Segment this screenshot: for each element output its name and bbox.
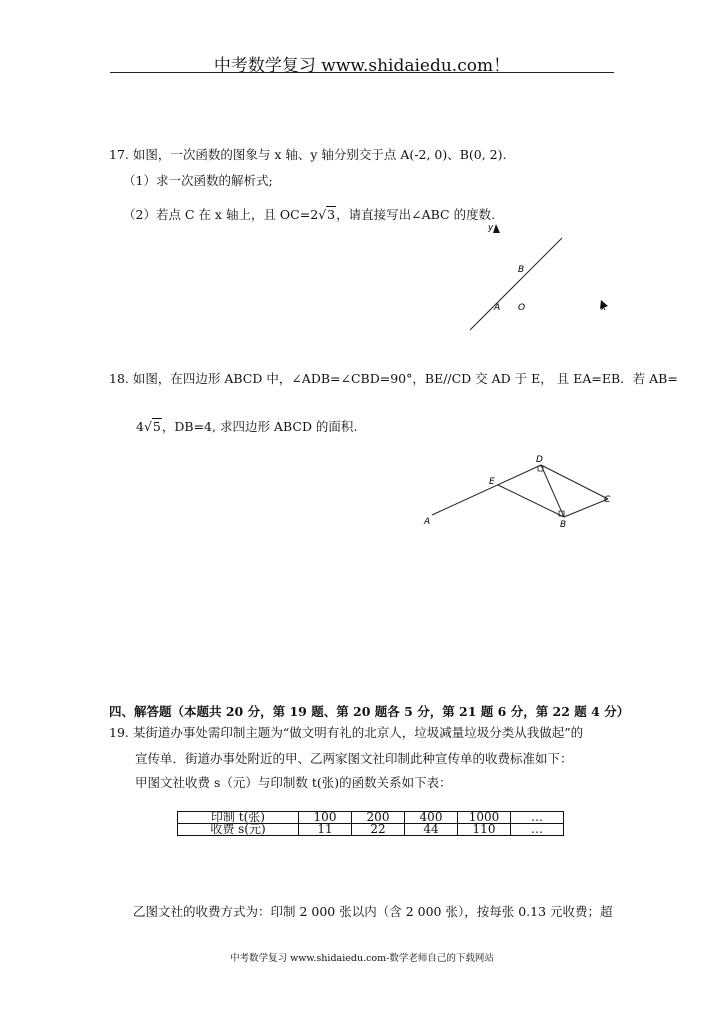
- table-cell: 22: [352, 824, 405, 836]
- q19-line1: 19. 某街道办事处需印制主题为“做文明有礼的北京人，垃圾减量垃圾分类从我做起”的: [109, 725, 584, 740]
- table-cell: …: [511, 812, 564, 824]
- q18-label-b: B: [560, 520, 567, 530]
- sqrt-symbol: √3: [318, 207, 336, 222]
- q17-label-a: A: [494, 303, 501, 313]
- q17-label-y: y: [488, 223, 494, 233]
- section4-heading: 四、解答题（本题共 20 分，第 19 题、第 20 题各 5 分，第 21 题 6 分，第 22 题 4 分）: [109, 704, 630, 719]
- q18-label-a: A: [424, 517, 431, 527]
- q17-part2-pre: （2）若点 C 在 x 轴上，且 OC=2: [123, 207, 319, 222]
- q18-line2-post: ，DB=4, 求四边形 ABCD 的面积.: [161, 419, 358, 434]
- sqrt-symbol: √5: [143, 419, 161, 434]
- segment-dc: [541, 465, 608, 499]
- q18-label-e: E: [489, 477, 495, 487]
- page-header-title: 中考数学复习 www.shidaiedu.com！: [213, 56, 511, 76]
- q19-line2: 宣传单．街道办事处附近的甲、乙两家图文社印制此种宣传单的收费标准如下：: [135, 751, 573, 766]
- q18-line2: [136, 419, 357, 435]
- q17-figure: [460, 218, 620, 338]
- table-row: [178, 824, 564, 836]
- q19-line3: 甲图文社收费 s（元）与印制数 t(张)的函数关系如下表：: [135, 775, 452, 790]
- table-cell: 44: [405, 824, 458, 836]
- table-row-label: 印制 t(张): [178, 812, 299, 824]
- segment-db: [541, 465, 564, 517]
- segment-eb: [498, 485, 564, 517]
- segment-ad: [432, 465, 541, 515]
- q17-part1: （1）求一次函数的解析式;: [123, 173, 273, 188]
- q19-line4: 乙图文社的收费方式为：印制 2 000 张以内（含 2 000 张），按每张 0.13 元收费；超: [133, 904, 613, 919]
- q17-function-line: [470, 238, 562, 330]
- table-cell: 200: [352, 812, 405, 824]
- table-cell: 400: [405, 812, 458, 824]
- q18-label-d: D: [536, 455, 543, 465]
- table-cell: 110: [458, 824, 511, 836]
- segment-cb: [564, 499, 608, 517]
- q18-text: 18. 如图，在四边形 ABCD 中，∠ADB=∠CBD=90°，BE//CD 交 AD 于 E， 且 EA=EB．若 AB=: [109, 371, 678, 386]
- q17-part2: [123, 207, 495, 223]
- q17-label-o: O: [518, 303, 526, 313]
- q18-label-c: C: [604, 495, 611, 505]
- q17-text: 17. 如图，一次函数的图象与 x 轴、y 轴分别交于点 A(-2, 0)、B(0, 2).: [109, 147, 507, 162]
- header-rule: [110, 72, 614, 73]
- q17-label-x: x: [601, 303, 607, 313]
- q18-radicand: 5: [152, 419, 161, 434]
- table-cell: 1000: [458, 812, 511, 824]
- q17-label-b: B: [518, 265, 525, 275]
- q17-part2-post: ，请直接写出∠ABC 的度数.: [336, 207, 496, 222]
- q18-figure: [418, 450, 618, 535]
- page-footer: 中考数学复习 www.shidaiedu.com-数学老师自己的下载网站: [230, 953, 494, 964]
- q18-coef: 4: [136, 419, 144, 434]
- table-cell: 100: [299, 812, 352, 824]
- table-cell: …: [511, 824, 564, 836]
- fee-table: [177, 811, 564, 836]
- table-cell: 11: [299, 824, 352, 836]
- table-row-label: 收费 s(元): [178, 824, 299, 836]
- y-axis-arrow: [493, 224, 500, 233]
- q17-part2-radicand: 3: [327, 207, 336, 222]
